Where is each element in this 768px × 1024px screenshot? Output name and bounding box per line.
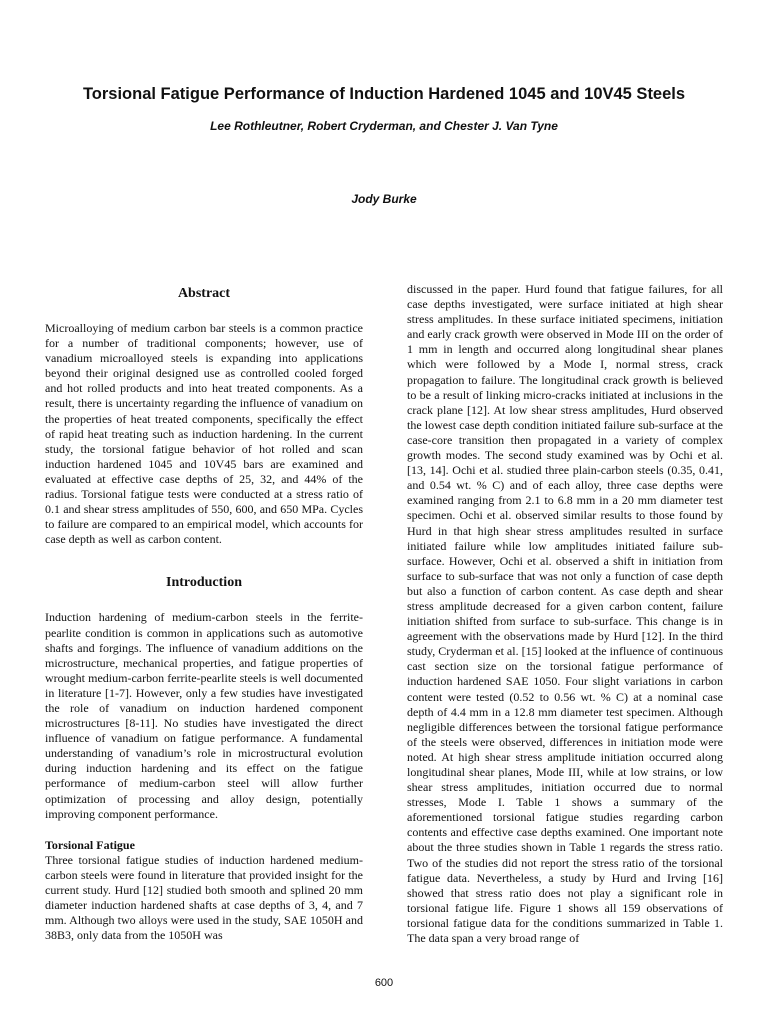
abstract-text: Microalloying of medium carbon bar steels is a common practice for a number of traditional components; however, use of vanadium microalloyed steels is expanding into applications beyond their original designed use as controlled cooled forged and hot rolled products and into heat treated components. As a result, there is uncertainty regarding the influence of vanadium on the properties of heat treated components, specifically the effect of rapid heat treating such as induction hardening. In the current study, the torsional fatigue behavior of hot rolled and scan induction hardened 1045 and 10V45 bars are examined and evaluated at effective case depths of 25, 32, and 44% of the radius. Torsional fatigue tests were conducted at a stress ratio of 0.1 and shear stress amplitudes of 550, 600, and 650 MPa. Cycles to failure are compared to an empirical model, which accounts for case depth as well as carbon content. [45, 321, 363, 547]
abstract-heading: Abstract [177, 286, 231, 301]
torsional-fatigue-text: Three torsional fatigue studies of induction hardened medium-carbon steels were found in literature that provided insight for the current study. Hurd [12] studied both smooth and splined 20 mm diameter induction hardened shafts at case depths of 3, 4, and 7 mm. Although two alloys were used in the study, SAE 1050H and 38B3, only data from the 1050H was [45, 852, 363, 943]
paper-title: Torsional Fatigue Performance of Induction Hardened 1045 and 10V45 Steels [82, 85, 686, 103]
right-column-text: discussed in the paper. Hurd found that fatigue failures, for all case depths investigated, were surface initiated at high shear stress amplitudes. In these surface initiated specimens, initiation and early crack growth were observed in Mode III on the order of 1 mm in length and occurred along longitudinal shear planes which were followed by a Mode I, normal stress, crack propagation to failure. The longitudinal crack growth is believed to be a result of linking micro-cracks initiated at inclusions in the crack plane [12]. At low shear stress amplitudes, Hurd observed the lowest case depth condition initiated failure sub-surface at the case-core transition then propagated in a variety of complex growth modes. The second study examined was by Ochi et al. [13, 14]. Ochi et al. studied three plain-carbon steels (0.35, 0.41, and 0.54 wt. % C) and of each alloy, three case depths were examined ranging from 2.1 to 6.8 mm in a 20 mm diameter test specimen. Ochi et al. observed similar results to those found by Hurd in that high shear stress amplitudes resulted in surface initiated failure while low amplitudes initiated failure sub-surface. However, Ochi et al. observed a shift in initiation from surface to sub-surface that was not only a function of case depth but also a function of carbon content. As case depth and shear stress amplitude decreased for a given carbon content, failure initiation shifted from surface to sub-surface. This change is in agreement with the observations made by Hurd [12]. In the third study, Cryderman et al. [15] looked at the influence of continuous cast section size on the torsional fatigue performance of induction hardened SAE 1050. Four slight variations in carbon content were tested (0.52 to 0.56 wt. % C) at a nominal case depth of 4.4 mm in a 12.8 mm diameter test specimen. Although negligible differences between the torsional fatigue performance of the steels were observed, differences in initiation mode were noted. At high shear stress amplitude initiation occurred along longitudinal shear planes, Mode III, while at low strains, or low shear stress amplitudes, initiation occurred due to normal stresses, Mode I. Table 1 shows a summary of the aforementioned torsional fatigue studies regarding carbon contents and effective case depths examined. One important note about the three studies shown in Table 1 regards the stress ratio. Two of the studies did not report the stress ratio of the torsional fatigue data. Nevertheless, a study by Hurd and Irving [16] showed that stress ratio does not play a significant role in torsional fatigue life. Figure 1 shows all 159 observations of torsional fatigue data for the conditions summarized in Table 1. The data span a very broad range of [407, 282, 723, 946]
author-list: Lee Rothleutner, Robert Cryderman, and Chester J. Van Tyne [210, 119, 558, 133]
author-secondary: Jody Burke [351, 192, 417, 206]
introduction-text: Induction hardening of medium-carbon steels in the ferrite-pearlite condition is common in applications such as automotive shafts and forgings. The influence of vanadium additions on the microstructure, mechanical properties, and fatigue properties of wrought medium-carbon ferrite-pearlite steels is well documented in literature [1-7]. However, only a few studies have investigated the role of vanadium on induction hardened component microstructures [8-11]. No studies have investigated the direct influence of vanadium on fatigue performance. A fundamental understanding of vanadium’s role in microstructural evolution during induction hardening and its effect on the fatigue performance of medium-carbon steel will allow further optimization of processing and alloy design, potentially improving component performance. [45, 610, 363, 821]
left-column [45, 282, 363, 943]
page-number: 600 [374, 977, 394, 989]
right-column [407, 282, 723, 946]
introduction-heading: Introduction [166, 575, 242, 591]
torsional-fatigue-heading: Torsional Fatigue [45, 837, 135, 852]
